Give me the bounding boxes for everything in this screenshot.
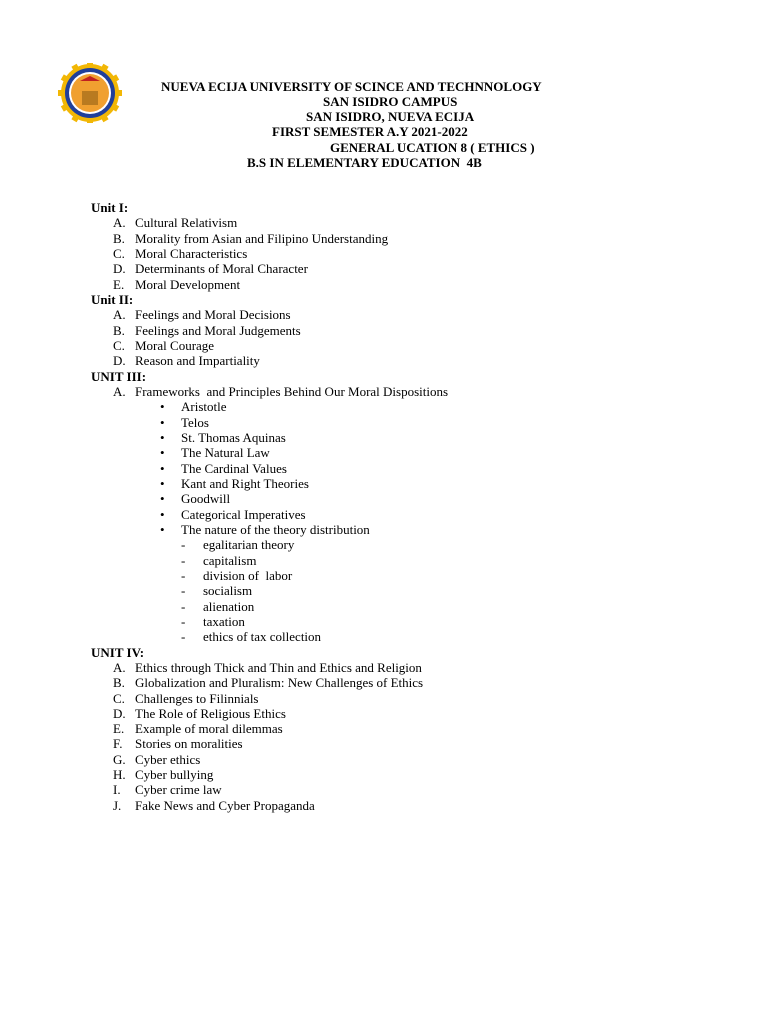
bullet-item — [0, 399, 768, 414]
item-text: Frameworks and Principles Behind Our Moral Dispositions — [135, 383, 449, 399]
outline-item — [0, 261, 768, 276]
dash-text: egalitarian theory — [203, 537, 295, 553]
bullet-text: Kant and Right Theories — [181, 475, 309, 491]
outline-item — [0, 706, 768, 721]
bullet-item — [0, 491, 768, 506]
item-letter: E. — [113, 721, 125, 737]
item-text: Example of moral dilemmas — [135, 721, 283, 737]
outline-item — [0, 323, 768, 338]
dash-icon: - — [181, 598, 186, 614]
item-letter: B. — [113, 675, 125, 691]
bullet-item — [0, 522, 768, 537]
bullet-text: Categorical Imperatives — [181, 506, 306, 522]
dash-text: taxation — [203, 613, 245, 629]
item-text: Globalization and Pluralism: New Challenges of Ethics — [135, 675, 424, 691]
item-text: Reason and Impartiality — [135, 353, 260, 369]
bullet-icon: • — [160, 475, 165, 491]
bullet-icon: • — [160, 414, 165, 430]
bullet-item — [0, 415, 768, 430]
dash-icon: - — [181, 583, 186, 599]
bullet-text: St. Thomas Aquinas — [181, 429, 286, 445]
item-text: Fake News and Cyber Propaganda — [135, 797, 315, 813]
dash-text: alienation — [203, 598, 255, 614]
bullet-item — [0, 445, 768, 460]
header-semester: FIRST SEMESTER A.Y 2021-2022 — [272, 124, 468, 139]
item-text: Moral Courage — [135, 337, 215, 353]
bullet-icon: • — [160, 460, 165, 476]
item-letter: C. — [113, 690, 125, 706]
dash-text: capitalism — [203, 552, 257, 568]
header-university-name: NUEVA ECIJA UNIVERSITY OF SCINCE AND TECHNNOLOGY — [161, 79, 542, 94]
bullet-icon: • — [160, 521, 165, 537]
dash-item — [0, 537, 768, 552]
outline-item — [0, 691, 768, 706]
outline-item — [0, 782, 768, 797]
bullet-text: Goodwill — [181, 491, 231, 507]
dash-item — [0, 583, 768, 598]
item-letter: A. — [113, 659, 126, 675]
unit-heading: UNIT III: — [91, 368, 147, 384]
item-text: Determinants of Moral Character — [135, 261, 308, 277]
dash-icon: - — [181, 537, 186, 553]
bullet-icon: • — [160, 445, 165, 461]
outline-item — [0, 767, 768, 782]
bullet-item — [0, 461, 768, 476]
outline-item — [0, 231, 768, 246]
item-text: Cyber ethics — [135, 751, 201, 767]
item-letter: B. — [113, 322, 125, 338]
bullet-text: Telos — [181, 414, 209, 430]
bullet-item — [0, 476, 768, 491]
university-seal-logo — [50, 63, 130, 123]
item-text: Cyber bullying — [135, 767, 214, 783]
dash-item — [0, 568, 768, 583]
dash-text: socialism — [203, 583, 253, 599]
item-text: Moral Characteristics — [135, 245, 248, 261]
unit-heading: UNIT IV: — [91, 644, 145, 660]
outline-item — [0, 752, 768, 767]
dash-item — [0, 629, 768, 644]
item-letter: A. — [113, 383, 126, 399]
item-text: Cyber crime law — [135, 782, 222, 798]
bullet-text: The Natural Law — [181, 445, 270, 461]
item-letter: C. — [113, 245, 125, 261]
dash-text: division of labor — [203, 567, 293, 583]
bullet-text: The nature of the theory distribution — [181, 521, 370, 537]
item-letter: F. — [113, 736, 123, 752]
outline-item — [0, 338, 768, 353]
dash-icon: - — [181, 629, 186, 645]
dash-item — [0, 599, 768, 614]
header-location: SAN ISIDRO, NUEVA ECIJA — [306, 109, 475, 124]
header-program: B.S IN ELEMENTARY EDUCATION 4B — [247, 155, 482, 170]
item-letter: E. — [113, 276, 125, 292]
item-text: Challenges to Filinnials — [135, 690, 259, 706]
course-outline — [0, 200, 768, 813]
unit-heading: Unit II: — [91, 291, 134, 307]
dash-icon: - — [181, 552, 186, 568]
item-text: Morality from Asian and Filipino Understanding — [135, 230, 389, 246]
item-letter: C. — [113, 337, 125, 353]
item-letter: B. — [113, 230, 125, 246]
dash-icon: - — [181, 567, 186, 583]
item-letter: J. — [113, 797, 122, 813]
item-letter: A. — [113, 215, 126, 231]
item-text: Cultural Relativism — [135, 215, 238, 231]
dash-item — [0, 614, 768, 629]
header-course: GENERAL UCATION 8 ( ETHICS ) — [330, 140, 535, 155]
header-campus: SAN ISIDRO CAMPUS — [323, 94, 458, 109]
item-letter: I. — [113, 782, 121, 798]
item-letter: A. — [113, 307, 126, 323]
outline-item — [0, 246, 768, 261]
item-letter: D. — [113, 705, 126, 721]
outline-item — [0, 384, 768, 399]
outline-item — [0, 215, 768, 230]
item-letter: G. — [113, 751, 126, 767]
outline-item — [0, 675, 768, 690]
dash-icon: - — [181, 613, 186, 629]
bullet-text: Aristotle — [181, 399, 227, 415]
item-text: The Role of Religious Ethics — [135, 705, 286, 721]
bullet-icon: • — [160, 429, 165, 445]
item-text: Feelings and Moral Judgements — [135, 322, 301, 338]
item-text: Feelings and Moral Decisions — [135, 307, 291, 323]
outline-item — [0, 721, 768, 736]
bullet-text: The Cardinal Values — [181, 460, 287, 476]
item-letter: D. — [113, 353, 126, 369]
outline-item — [0, 736, 768, 751]
bullet-icon: • — [160, 399, 165, 415]
bullet-icon: • — [160, 491, 165, 507]
outline-item — [0, 353, 768, 368]
outline-item — [0, 660, 768, 675]
item-text: Stories on moralities — [135, 736, 243, 752]
dash-text: ethics of tax collection — [203, 629, 322, 645]
item-text: Moral Development — [135, 276, 241, 292]
unit-heading: Unit I: — [91, 200, 129, 215]
outline-item — [0, 307, 768, 322]
dash-item — [0, 553, 768, 568]
bullet-item — [0, 507, 768, 522]
bullet-icon: • — [160, 506, 165, 522]
outline-item — [0, 798, 768, 813]
item-text: Ethics through Thick and Thin and Ethics and Religion — [135, 659, 422, 675]
outline-item — [0, 277, 768, 292]
item-letter: H. — [113, 767, 126, 783]
bullet-item — [0, 430, 768, 445]
item-letter: D. — [113, 261, 126, 277]
